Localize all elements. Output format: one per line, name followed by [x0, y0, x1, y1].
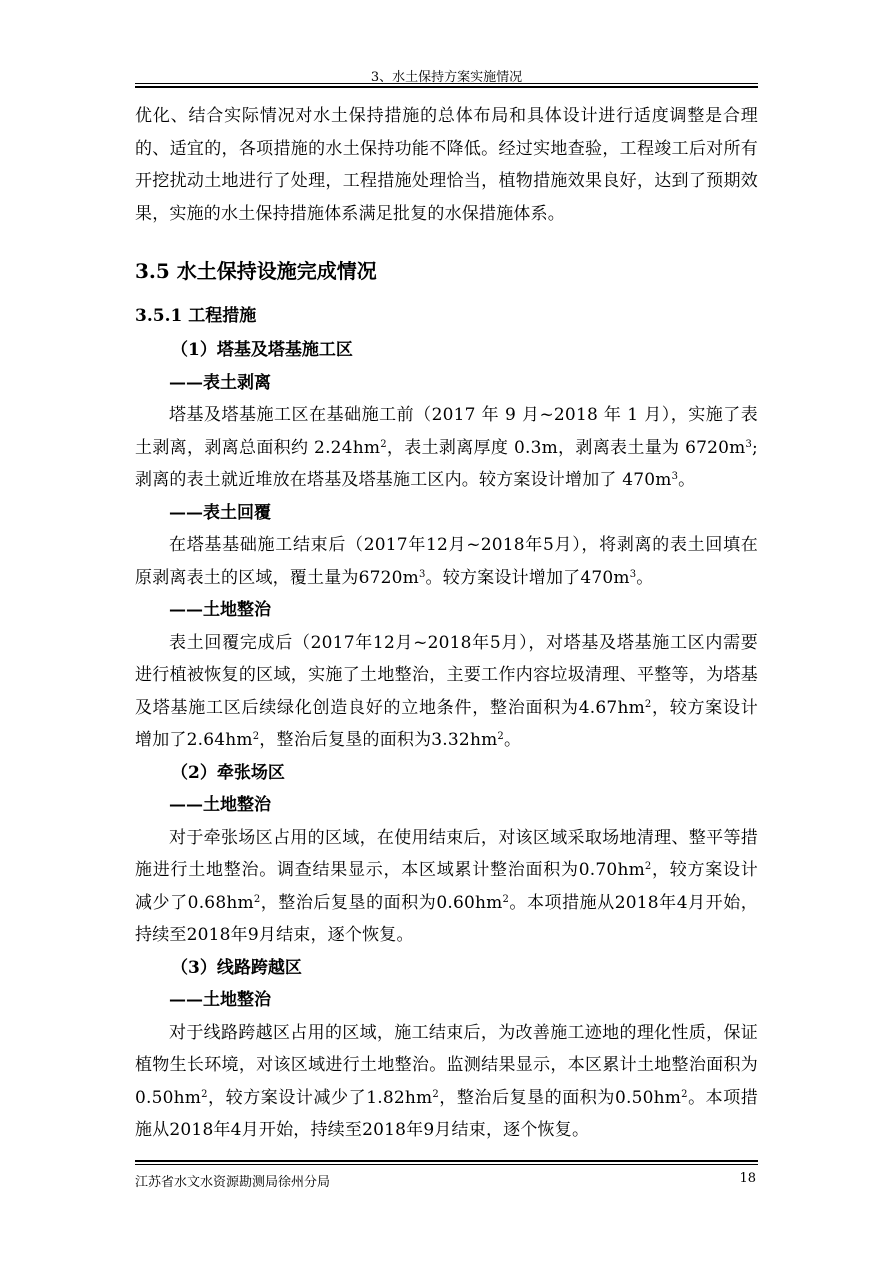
header-title: 3、水土保持方案实施情况: [370, 70, 523, 85]
footer-rule-thin: [135, 1164, 758, 1165]
area-title-line-crossing: （3）线路跨越区: [171, 957, 302, 978]
footer-rule-thick: [135, 1160, 758, 1162]
section-title: 3.5 水土保持设施完成情况: [135, 259, 377, 283]
measure-title: ——土地整治: [169, 990, 271, 1010]
subsection-title: 3.5.1 工程措施: [135, 306, 257, 326]
measure-title: ——表土回覆: [169, 502, 271, 523]
area-title-tower-base: （1）塔基及塔基施工区: [171, 340, 353, 360]
measure-title: ——土地整治: [169, 600, 271, 620]
measure-paragraph: 塔基及塔基施工区在基础施工前（2017 年 9 月~2018 年 1 月），实施了表土剥离，剥离总面积约 $2.24hm^2$，表土剥离厚度 0.3m，剥离表土量为 $6720m^3$; 剥离的表土就近堆放在塔基及塔基施工区内。较方案设计增加了 $470m^3$。: [135, 405, 758, 490]
footer-organization: 江苏省水文水资源勘测局徐州分局: [135, 1175, 331, 1190]
page-header: [135, 60, 758, 88]
measure-title: ——表土剥离: [169, 372, 271, 393]
measure-paragraph: 在塔基基础施工结束后（2017年12月~2018年5月），将剥离的表土回填在原剥离表土的区域，覆土量为$6720m^3$。较方案设计增加了$470m^3$。: [135, 535, 758, 588]
area-title-tension-field: （2）牵张场区: [171, 762, 285, 783]
header-rule-thick: [135, 86, 758, 88]
page-content: [135, 100, 758, 1147]
measure-paragraph: 对于线路跨越区占用的区域，施工结束后，为改善施工迹地的理化性质，保证植物生长环境，对该区域进行土地整治。监测结果显示，本区累计土地整治面积为$0.50hm^2$，较方案设计减少了$1.82hm^2$，整治后复垦的面积为$0.50hm^2$。本项措施从2018年4月开始，持续至2018年9月结束，逐个恢复。: [135, 1022, 758, 1140]
page-footer: [135, 1160, 758, 1200]
measure-title: ——土地整治: [169, 795, 271, 815]
header-rule-thin: [135, 83, 758, 84]
page-number: 18: [739, 1171, 756, 1186]
intro-paragraph: 优化、结合实际情况对水土保持措施的总体布局和具体设计进行适度调整是合理的、适宜的，各项措施的水土保持功能不降低。经过实地查验，工程竣工后对所有开挖扰动土地进行了处理，工程措施处理恰当，植物措施效果良好，达到了预期效果，实施的水土保持措施体系满足批复的水保措施体系。: [135, 106, 758, 224]
measure-paragraph: 表土回覆完成后（2017年12月~2018年5月），对塔基及塔基施工区内需要进行植被恢复的区域，实施了土地整治，主要工作内容垃圾清理、平整等，为塔基及塔基施工区后续绿化创造良好的立地条件，整治面积为$4.67hm^2$，较方案设计增加了$2.64hm^2$，整治后复垦的面积为$3.32hm^2$。: [135, 632, 758, 750]
measure-paragraph: 对于牵张场区占用的区域，在使用结束后，对该区域采取场地清理、整平等措施进行土地整治。调查结果显示，本区域累计整治面积为$0.70hm^2$，较方案设计减少了$0.68hm^2$，整治后复垦的面积为$0.60hm^2$。本项措施从2018年4月开始，持续至2018年9月结束，逐个恢复。: [135, 827, 758, 945]
